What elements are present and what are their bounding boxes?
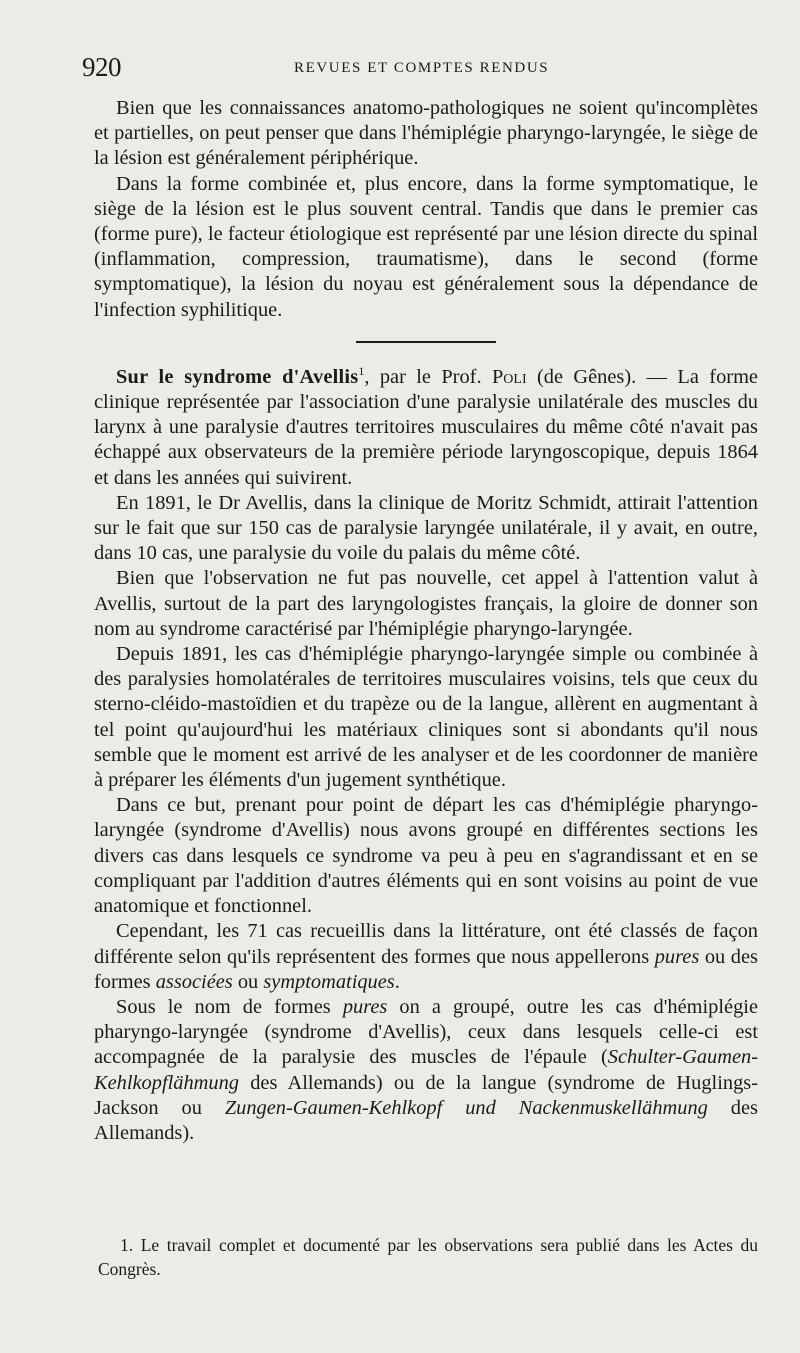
paragraph: Bien que les connaissances anatomo-pathologiques ne soient qu'incomplètes et partielles, on peut penser que dans l'hémiplégie pharyngo-laryngée, le siège de la lésion est généralement périphérique. [94, 97, 758, 170]
footnote-text: 1. Le travail complet et documenté par les observations sera publié dans les Actes du Congrès. [98, 1235, 758, 1279]
body-text [94, 96, 758, 1146]
author-name: Poli [491, 365, 527, 388]
page-header [82, 52, 762, 86]
italic-term: symptomatiques [263, 970, 395, 993]
section-separator [356, 341, 496, 343]
paragraph: Bien que l'observation ne fut pas nouvelle, cet appel à l'attention valut à Avellis, surtout de la part des laryngologistes français, la gloire de donner son nom au syndrome caractérisé par l'hémiplégie pharyngo-laryngée. [94, 567, 758, 640]
italic-term: pures [342, 995, 388, 1018]
paragraph: Dans ce but, prenant pour point de départ les cas d'hémiplégie pharyngo-laryngée (syndrome d'Avellis) nous avons groupé en différentes sections les divers cas dans lesquels ce syndrome va peu à peu en s'agrandissant et en se compliquant par l'addition d'autres éléments qui en sont voisins au point de vue anatomique et fonctionnel. [94, 794, 758, 918]
paragraph: En 1891, le Dr Avellis, dans la clinique de Moritz Schmidt, attirait l'attention sur le fait que sur 150 cas de paralysie laryngée unilatérale, il y avait, en outre, dans 10 cas, une paralysie du voile du palais du même côté. [94, 491, 758, 565]
text-run: des Allemands) ou de la langue (syndrome de Huglings-Jackson ou [94, 1071, 758, 1119]
text-run: Cependant, les 71 cas recueillis dans la littérature, ont été classés de façon différente selon qu'ils représentent des formes que nous appellerons [94, 920, 758, 968]
italic-term: pures [654, 945, 700, 968]
paragraph [94, 995, 758, 1146]
paragraph: Depuis 1891, les cas d'hémiplégie pharyngo-laryngée simple ou combinée à des paralysies homolatérales de territoires musculaires voisins, tels que ceux du sterno-cléido-mastoïdien et du trapèze ou de la langue, allèrent en augmentant à tel point qu'aujourd'hui les matériaux cliniques sont si abondants qu'il nous semble que le moment est arrivé de les analyser et de les coordonner de manière à préparer les éléments d'un jugement synthétique. [94, 643, 758, 792]
article-title: Sur le syndrome d'Avellis [116, 365, 359, 388]
paragraph: Dans la forme combinée et, plus encore, dans la forme symptomatique, le siège de la lésion est le plus souvent central. Tandis que dans le premier cas (forme pure), le facteur étiologique est représenté par une lésion directe du spinal (inflammation, compression, traumatisme), dans le second (forme symptomatique), la lésion du noyau est généralement sous la dépendance de l'infection syphilitique. [94, 172, 758, 321]
page-number: 920 [82, 52, 121, 82]
italic-term: associées [155, 970, 233, 993]
italic-term: Zungen-Gaumen-Kehlkopf und Nackenmuskellähmung [224, 1096, 708, 1119]
text-run: des Allemands). [94, 1096, 758, 1144]
article-heading-paragraph [94, 365, 758, 491]
running-title: REVUES ET COMPTES RENDUS [294, 60, 550, 76]
text-run: Sous le nom de formes [116, 995, 343, 1018]
byline-prefix: , par le Prof. [364, 365, 492, 388]
text-run: ou [232, 970, 264, 993]
text-run: . [394, 970, 400, 993]
text-run: ou des formes [94, 945, 758, 993]
footnote-mark: 1 [358, 364, 365, 379]
article-lead: La forme clinique représentée par l'association d'une paralysie unilatérale des muscles du larynx à une paralysie d'autres territoires musculaires du même côté n'avait pas échappé aux observateurs de la première période laryngoscopique, depuis 1864 et dans les années qui suivirent. [94, 365, 758, 489]
italic-term: Schulter-Gaumen-Kehlkopflähmung [94, 1046, 758, 1094]
footnote [98, 1233, 758, 1281]
text-run: on a groupé, outre les cas d'hémiplégie pharyngo-laryngée (syndrome d'Avellis), ceux dans lesquels celle-ci est accompagnée de la paralysie des muscles de l'épaule ( [94, 995, 758, 1069]
byline-suffix: (de Gênes). — [526, 365, 678, 388]
paragraph [94, 919, 758, 995]
